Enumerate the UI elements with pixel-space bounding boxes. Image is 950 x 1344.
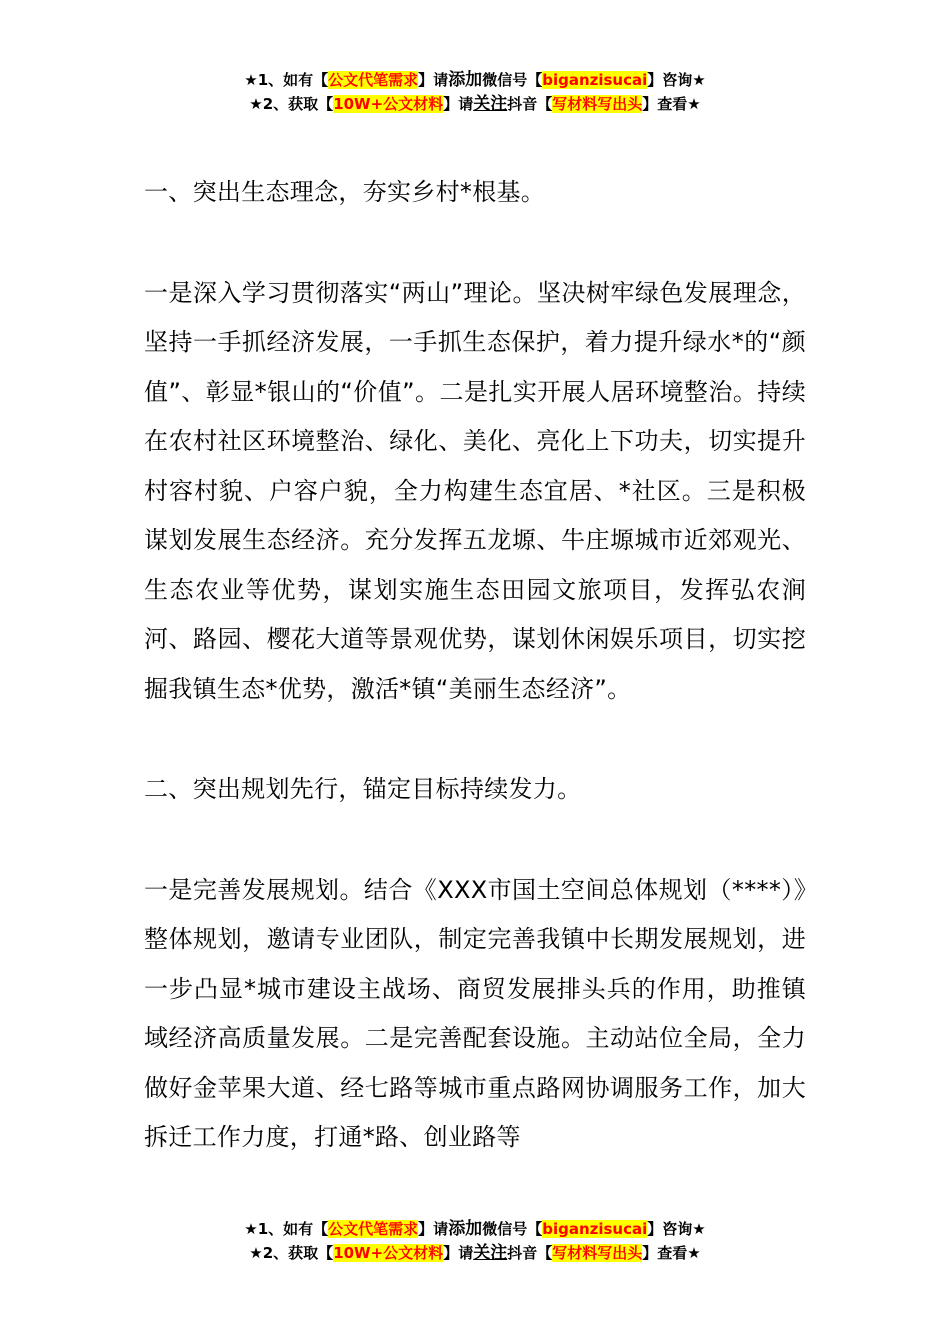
banner-text: ★2、获取【 <box>249 1244 334 1262</box>
banner-line-1 <box>0 1217 950 1241</box>
banner-highlight: 10W+公文材料 <box>333 1244 444 1262</box>
banner-text: 】请 <box>418 1220 449 1238</box>
banner-text: 抖音【 <box>507 95 553 113</box>
banner-highlight: 公文代笔需求 <box>328 71 419 89</box>
banner-text: 】请 <box>418 71 449 89</box>
banner-text: 】查看★ <box>642 1244 701 1262</box>
banner-highlight: 写材料写出头 <box>552 95 643 113</box>
banner-highlight: 写材料写出头 <box>552 1244 643 1262</box>
banner-text: 】查看★ <box>642 95 701 113</box>
banner-text: 】请 <box>443 95 474 113</box>
document-body <box>144 168 806 1163</box>
banner-text: ★2、获取【 <box>249 95 334 113</box>
banner-text: 】咨询★ <box>647 71 706 89</box>
banner-text: 】咨询★ <box>647 1220 706 1238</box>
section-heading-1: 一、突出生态理念，夯实乡村*根基。 <box>144 178 546 206</box>
banner-highlight: 公文代笔需求 <box>328 1220 419 1238</box>
banner-line-2 <box>0 1241 950 1265</box>
banner-highlight: biganzisucai <box>542 71 648 89</box>
banner-highlight: 10W+公文材料 <box>333 95 444 113</box>
banner-text: 微信号【 <box>482 71 543 89</box>
header-banner <box>0 68 950 116</box>
footer-banner <box>0 1217 950 1265</box>
banner-text: 微信号【 <box>482 1220 543 1238</box>
banner-text: 抖音【 <box>507 1244 553 1262</box>
banner-highlight: biganzisucai <box>542 1220 648 1238</box>
banner-emphasis: 关注 <box>473 94 508 114</box>
section-heading-2: 二、突出规划先行，锚定目标持续发力。 <box>144 775 582 803</box>
banner-emphasis: 关注 <box>473 1243 508 1263</box>
section-paragraph-2: 一是完善发展规划。结合《XXX市国土空间总体规划（****）》整体规划，邀请专业团队，制定完善我镇中长期发展规划，进一步凸显*城市建设主战场、商贸发展排头兵的作用，助推镇域经济高质量发展。二是完善配套设施。主动站位全局，全力做好金苹果大道、经七路等城市重点路网协调服务工作，加大拆迁工作力度，打通*路、创业路等 <box>144 875 806 1151</box>
banner-emphasis: 添加 <box>448 70 483 90</box>
section-paragraph-1: 一是深入学习贯彻落实“两山”理论。坚决树牢绿色发展理念，坚持一手抓经济发展，一手抓生态保护，着力提升绿水*的“颜值”、彰显*银山的“价值”。二是扎实开展人居环境整治。持续在农村社区环境整治、绿化、美化、亮化上下功夫，切实提升村容村貌、户容户貌，全力构建生态宜居、*社区。三是积极谋划发展生态经济。充分发挥五龙塬、牛庄塬城市近郊观光、生态农业等优势，谋划实施生态田园文旅项目，发挥弘农涧河、路园、樱花大道等景观优势，谋划休闲娱乐项目，切实挖掘我镇生态*优势，激活*镇“美丽生态经济”。 <box>144 278 806 703</box>
banner-line-1 <box>0 68 950 92</box>
banner-text: ★1、如有【 <box>244 71 329 89</box>
banner-line-2 <box>0 92 950 116</box>
banner-text: 】请 <box>443 1244 474 1262</box>
banner-text: ★1、如有【 <box>244 1220 329 1238</box>
banner-emphasis: 添加 <box>448 1219 483 1239</box>
